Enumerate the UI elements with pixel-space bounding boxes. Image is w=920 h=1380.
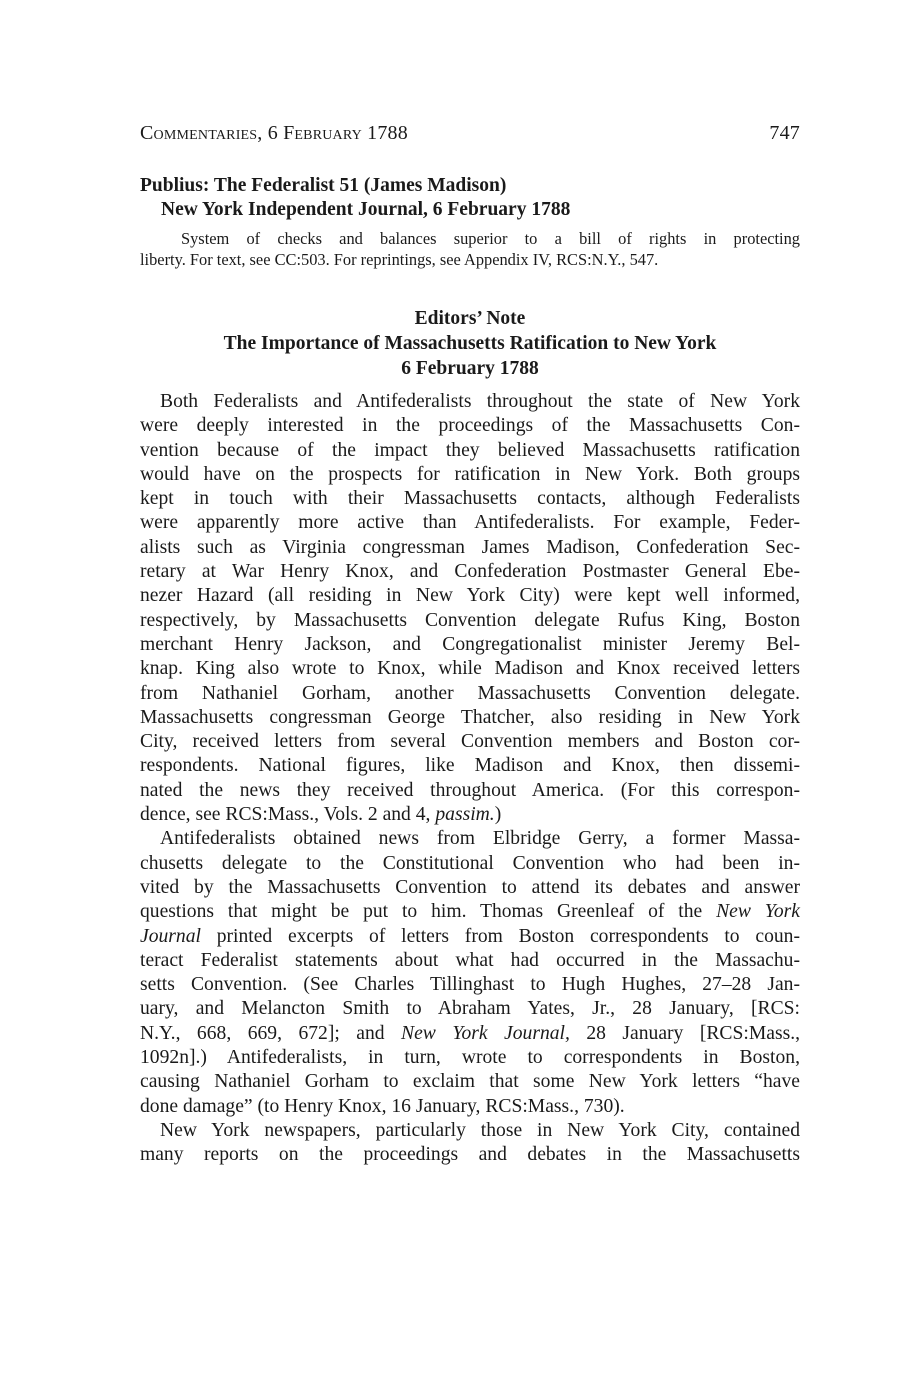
running-head-section: Commentaries, 6 February 1788 (140, 122, 408, 144)
page-number: 747 (769, 122, 800, 144)
entry-title-line1: Publius: The Federalist 51 (James Madison) (140, 175, 507, 196)
p2-line4-italic: New York (716, 901, 800, 923)
p1-final-italic: passim. (435, 804, 495, 826)
p1-line: alists such as Virginia congressman James Madison, Confederation Sec- (140, 536, 800, 558)
p2-line (140, 1022, 800, 1046)
p2-line4-prefix: questions that might be put to him. Thomas Greenleaf of the (140, 901, 717, 923)
entry-summary-line2: liberty. For text, see CC:503. For reprintings, see Appendix IV, RCS:N.Y., 547. (140, 250, 659, 269)
p1-line: retary at War Henry Knox, and Confederation Postmaster General Ebe- (140, 561, 800, 583)
p1-line: nezer Hazard (all residing in New York City) were kept well informed, (140, 585, 800, 607)
p2-line (140, 925, 800, 949)
p1-line: were deeply interested in the proceedings of the Massachusetts Con- (140, 415, 800, 437)
p2-line: uary, and Melancton Smith to Abraham Yates, Jr., 28 January, [RCS: (140, 998, 800, 1020)
note-body (140, 390, 800, 1168)
note-heading-date: 6 February 1788 (401, 358, 539, 379)
p2-line9-italic: New York Journal, (401, 1022, 570, 1044)
entry-title (140, 174, 800, 222)
p3-line: New York newspapers, particularly those in New York City, contained (160, 1119, 800, 1141)
p1-line: Both Federalists and Antifederalists throughout the state of New York (160, 391, 800, 412)
p2-line: chusetts delegate to the Constitutional Convention who had been in- (140, 852, 800, 874)
p1-line: respondents. National figures, like Madison and Knox, then dissemi- (140, 755, 800, 777)
note-heading-label: Editors’ Note (414, 308, 526, 329)
p1-line: kept in touch with their Massachusetts contacts, although Federalists (140, 488, 800, 510)
p2-line9-suffix: 28 January [RCS:Mass., (569, 1022, 800, 1044)
paragraph-2 (140, 827, 800, 1119)
p2-line: teract Federalist statements about what had occurred in the Massachu- (140, 949, 800, 971)
p2-line (140, 900, 800, 924)
p1-line: knap. King also wrote to Knox, while Madison and Knox received letters (140, 658, 800, 680)
p1-line: would have on the prospects for ratification in New York. Both groups (140, 463, 800, 485)
p2-line: causing Nathaniel Gorham to exclaim that some New York letters “have (140, 1071, 800, 1093)
p1-line: respectively, by Massachusetts Convention delegate Rufus King, Boston (140, 609, 800, 631)
entry-title-line2: New York Independent Journal, 6 February 1788 (161, 199, 571, 220)
paragraph-3 (140, 1119, 800, 1168)
p2-line: Antifederalists obtained news from Elbridge Gerry, a former Massa- (160, 828, 800, 850)
p2-line5-suffix: printed excerpts of letters from Boston correspondents to coun- (200, 925, 800, 947)
p1-line: nated the news they received throughout America. (For this correspon- (140, 779, 800, 801)
p2-line9-prefix: N.Y., 668, 669, 672]; and (140, 1022, 402, 1044)
p2-line: done damage” (to Henry Knox, 16 January, RCS:Mass., 730). (140, 1095, 625, 1117)
entry-summary-line1: System of checks and balances superior to a bill of rights in protecting (181, 229, 800, 248)
p1-line: Massachusetts congressman George Thatcher, also residing in New York (140, 706, 800, 728)
p2-line: setts Convention. (See Charles Tillinghast to Hugh Hughes, 27–28 Jan- (140, 974, 800, 996)
p1-line: were apparently more active than Antifederalists. For example, Feder- (140, 512, 800, 534)
p1-line: vention because of the impact they believed Massachusetts ratification (140, 439, 800, 461)
p2-line5-italic: Journal (140, 925, 201, 947)
p1-final-prefix: dence, see RCS:Mass., Vols. 2 and 4, (140, 804, 436, 826)
running-head (140, 118, 800, 150)
note-heading-title: The Importance of Massachusetts Ratification to New York (223, 333, 717, 354)
document-page (140, 118, 800, 1168)
p2-line: vited by the Massachusetts Convention to attend its debates and answer (140, 876, 800, 898)
p3-line: many reports on the proceedings and debates in the Massachusetts (140, 1144, 800, 1166)
entry-summary (140, 228, 800, 270)
p2-line: 1092n].) Antifederalists, in turn, wrote to correspondents in Boston, (140, 1047, 800, 1069)
p1-line: from Nathaniel Gorham, another Massachusetts Convention delegate. (140, 682, 800, 704)
p1-final-line (140, 803, 800, 827)
editors-note-heading (140, 306, 800, 381)
p1-line: merchant Henry Jackson, and Congregationalist minister Jeremy Bel- (140, 633, 800, 655)
p1-line: City, received letters from several Convention members and Boston cor- (140, 731, 800, 753)
p1-final-suffix: ) (494, 804, 502, 826)
paragraph-1 (140, 390, 800, 827)
